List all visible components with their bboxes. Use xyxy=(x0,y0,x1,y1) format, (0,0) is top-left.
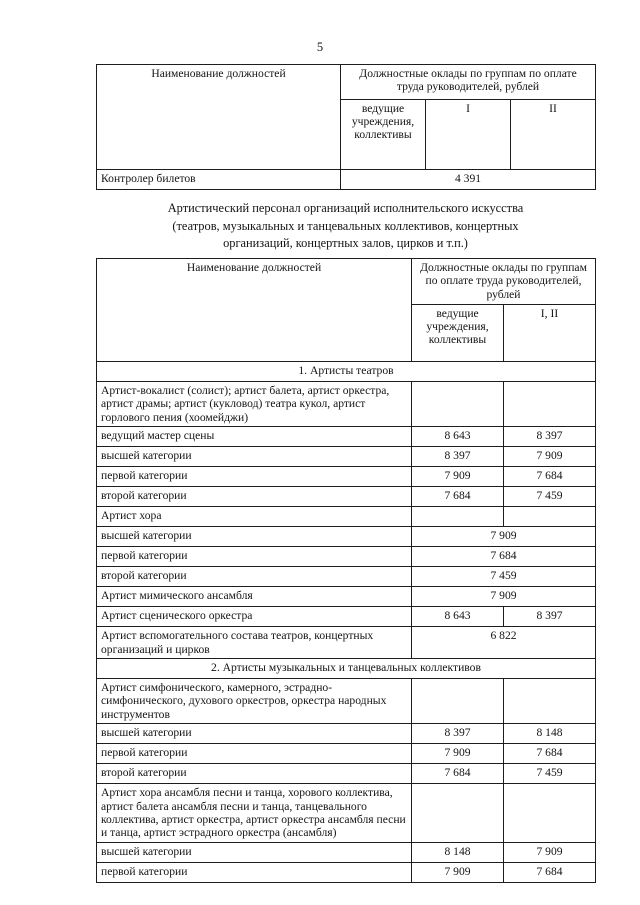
table-section-row xyxy=(97,659,596,679)
table-2 xyxy=(96,258,596,883)
table-row xyxy=(97,627,596,659)
row-value-1-2: 7 459 xyxy=(504,764,596,784)
row-value-1-2: 7 684 xyxy=(504,744,596,764)
row-position-name: Артист мимического ансамбля xyxy=(97,587,412,607)
row-value-1-2: 8 397 xyxy=(504,607,596,627)
table-row xyxy=(97,507,596,527)
table-row xyxy=(97,170,596,190)
header-salary-group: Должностные оклады по группам по оплате труда руководителей, рублей xyxy=(341,65,596,100)
row-value-leading: 7 684 xyxy=(412,487,504,507)
row-value-1-2: 7 684 xyxy=(504,862,596,882)
row-value-1-2: 8 148 xyxy=(504,724,596,744)
row-position-name: Контролер билетов xyxy=(97,170,341,190)
row-value-1-2 xyxy=(504,382,596,427)
header-col-1-2: I, II xyxy=(504,304,596,361)
row-merged-value: 7 684 xyxy=(412,547,596,567)
row-position-name: первой категории xyxy=(97,862,412,882)
row-value-leading: 8 643 xyxy=(412,427,504,447)
row-value-leading xyxy=(412,679,504,724)
row-position-name: первой категории xyxy=(97,547,412,567)
row-value-leading xyxy=(412,507,504,527)
table-section-row xyxy=(97,362,596,382)
salary-table-artistic-staff xyxy=(96,258,596,883)
section-label-1: 1. Артисты театров xyxy=(97,362,596,382)
table-row xyxy=(97,724,596,744)
row-value-leading: 8 643 xyxy=(412,607,504,627)
table-row xyxy=(97,862,596,882)
header-col-leading: ведущие учреждения, коллективы xyxy=(412,304,504,361)
table-row xyxy=(97,842,596,862)
row-value-1-2 xyxy=(504,507,596,527)
row-position-name: Артист хора ансамбля песни и танца, хорового коллектива, артист балета ансамбля песни и танца, танцевального коллектива, артист оркестра, артист оркестра ансамбля песни и танца, артист эстрадного оркестра (ансамбля) xyxy=(97,784,412,843)
header-salary-group: Должностные оклады по группам по оплате труда руководителей, рублей xyxy=(412,259,596,305)
row-value-leading: 8 148 xyxy=(412,842,504,862)
heading-line-1: Артистический персонал организаций исполнительского искусства xyxy=(167,201,524,215)
row-value-1-2: 7 684 xyxy=(504,467,596,487)
row-value-leading: 7 684 xyxy=(412,764,504,784)
salary-table-controllers xyxy=(96,64,596,190)
row-position-name: второй категории xyxy=(97,567,412,587)
row-position-name: высшей категории xyxy=(97,724,412,744)
row-position-name: высшей категории xyxy=(97,527,412,547)
table-row-header-top xyxy=(97,65,596,100)
row-position-name: первой категории xyxy=(97,744,412,764)
row-value-leading: 7 909 xyxy=(412,467,504,487)
table-row xyxy=(97,382,596,427)
heading-line-3: организаций, концертных залов, цирков и т.п.) xyxy=(223,236,468,250)
table-row xyxy=(97,744,596,764)
header-position-name: Наименование должностей xyxy=(97,65,341,170)
header-col-2: II xyxy=(511,99,596,170)
table-row xyxy=(97,467,596,487)
row-value-1-2: 8 397 xyxy=(504,427,596,447)
row-value-leading: 7 909 xyxy=(412,744,504,764)
row-position-name: Артист вспомогательного состава театров, концертных организаций и цирков xyxy=(97,627,412,659)
table-row xyxy=(97,587,596,607)
table-row xyxy=(97,607,596,627)
row-position-name: Артист хора xyxy=(97,507,412,527)
row-value-1-2 xyxy=(504,784,596,843)
row-value-leading: 7 909 xyxy=(412,862,504,882)
table-row xyxy=(97,447,596,467)
page-number: 5 xyxy=(316,40,324,54)
header-col-leading: ведущие учреждения, коллективы xyxy=(341,99,426,170)
row-value-leading: 8 397 xyxy=(412,447,504,467)
section-heading xyxy=(96,200,595,253)
table-row xyxy=(97,764,596,784)
row-merged-value: 7 459 xyxy=(412,567,596,587)
table-row xyxy=(97,427,596,447)
table-row xyxy=(97,527,596,547)
row-position-name: высшей категории xyxy=(97,447,412,467)
table-row xyxy=(97,679,596,724)
row-merged-value: 6 822 xyxy=(412,627,596,659)
heading-line-2: (театров, музыкальных и танцевальных коллективов, концертных xyxy=(172,218,519,233)
table-row xyxy=(97,487,596,507)
table-row xyxy=(97,547,596,567)
row-position-name: ведущий мастер сцены xyxy=(97,427,412,447)
row-position-name: Артист сценического оркестра xyxy=(97,607,412,627)
section-label-2: 2. Артисты музыкальных и танцевальных коллективов xyxy=(97,659,596,679)
row-value-leading: 8 397 xyxy=(412,724,504,744)
table-row xyxy=(97,784,596,843)
row-merged-value: 7 909 xyxy=(412,527,596,547)
row-merged-value: 4 391 xyxy=(341,170,596,190)
header-col-1: I xyxy=(426,99,511,170)
row-value-leading xyxy=(412,784,504,843)
row-merged-value: 7 909 xyxy=(412,587,596,607)
row-position-name: второй категории xyxy=(97,764,412,784)
row-value-1-2: 7 459 xyxy=(504,487,596,507)
row-position-name: первой категории xyxy=(97,467,412,487)
row-value-1-2: 7 909 xyxy=(504,447,596,467)
row-position-name: второй категории xyxy=(97,487,412,507)
header-position-name: Наименование должностей xyxy=(97,259,412,362)
table-row-header-top xyxy=(97,259,596,305)
row-value-leading xyxy=(412,382,504,427)
row-position-name: высшей категории xyxy=(97,842,412,862)
row-value-1-2: 7 909 xyxy=(504,842,596,862)
table-1 xyxy=(96,64,596,190)
table-row xyxy=(97,567,596,587)
row-value-1-2 xyxy=(504,679,596,724)
row-position-name: Артист симфонического, камерного, эстрадно-симфонического, духового оркестров, оркестра народных инструментов xyxy=(97,679,412,724)
row-position-name: Артист-вокалист (солист); артист балета, артист оркестра, артист драмы; артист (кукловод) театра кукол, артист горлового пения (хоомейджи) xyxy=(97,382,412,427)
